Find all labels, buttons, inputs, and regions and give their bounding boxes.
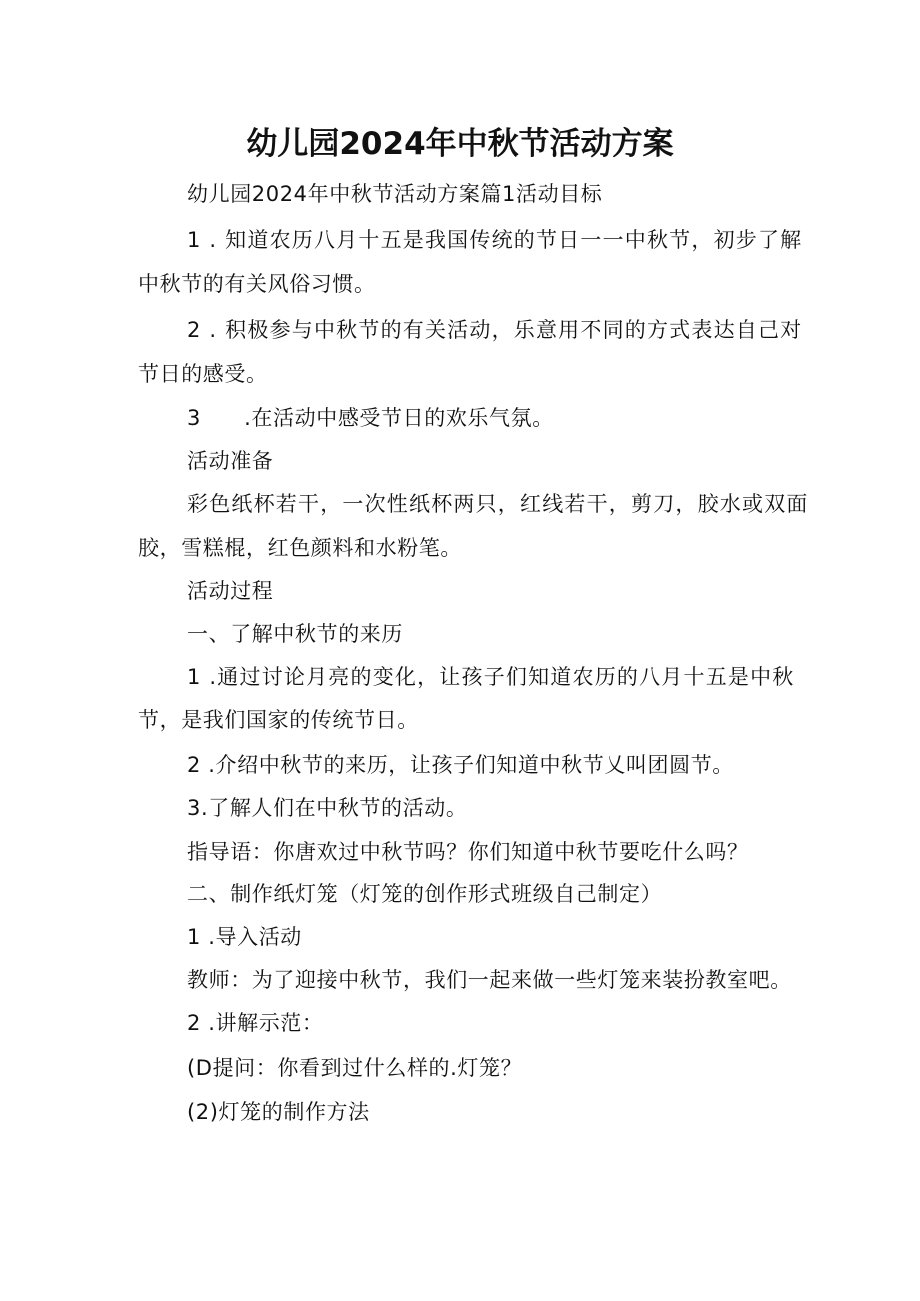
text-line: 3 .在活动中感受节日的欢乐气氛。	[187, 406, 554, 430]
text-line: 指导语：你唐欢过中秋节吗？你们知道中秋节要吃什么吗？	[187, 840, 749, 864]
text-line: (2)灯笼的制作方法	[187, 1100, 370, 1124]
subsection-heading: 二、制作纸灯笼（灯笼的创作形式班级自己制定）	[187, 882, 663, 906]
text-line: 节，是我们国家的传统节日。	[138, 708, 419, 732]
text-line: 1 .导入活动	[187, 925, 302, 949]
text-line: 2 .讲解示范：	[187, 1011, 324, 1035]
section-heading: 活动过程	[187, 579, 274, 603]
section-heading: 活动准备	[187, 449, 274, 473]
text-line: 2 . 积极参与中秋节的有关活动，乐意用不同的方式表达自己对	[187, 318, 803, 342]
subsection-heading: 一、了解中秋节的来历	[187, 622, 403, 646]
text-line: 胶，雪糕棍，红色颜料和水粉笔。	[138, 536, 462, 560]
text-line: 彩色纸杯若干，一次性纸杯两只，红线若干，剪刀，胶水或双面	[187, 492, 809, 516]
text-line: 3.了解人们在中秋节的活动。	[187, 796, 468, 820]
text-line: 节日的感受。	[138, 362, 268, 386]
text-line: 2 .介绍中秋节的来历，让孩子们知道中秋节乂叫团圆节。	[187, 753, 734, 777]
text-line: 中秋节的有关风俗习惯。	[138, 272, 376, 296]
text-line: 幼儿园2024年中秋节活动方案篇1活动目标	[187, 182, 603, 206]
document-title: 幼儿园2024年中秋节活动方案	[246, 126, 674, 162]
text-line: 1 .通过讨论月亮的变化，让孩子们知道农历的八月十五是中秋	[187, 665, 795, 689]
text-line: 1 . 知道农历八月十五是我国传统的节日一一中秋节，初步了解	[187, 228, 803, 252]
text-line: (D提问：你看到过什么样的.灯笼？	[187, 1056, 523, 1080]
text-line: 教师：为了迎接中秋节，我们一起来做一些灯笼来装扮教室吧。	[187, 968, 792, 992]
